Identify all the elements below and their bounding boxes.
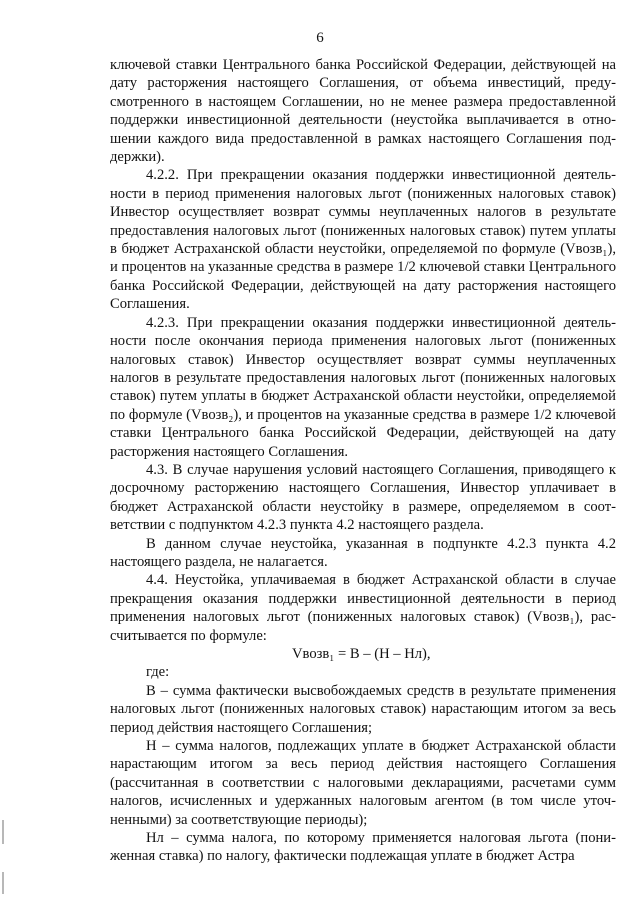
paragraph-4-2-2: 4.2.2. При прекращении оказания поддержки инвестиционной деятельности в период применения налоговых льгот (пониженных налоговых ставок) Инвестор осуществляет возврат суммы неуплаченных налогов в результате предоставления налоговых льгот (пониженных налоговых ставок) путем уплаты в бюджет Астраханской области неустойки, определяемой по формуле (Vвозв₁), и процентов на указанные средства в размере 1/2 ключевой ставки Центрального банка Российской Федерации, действующей на дату расторжения настоящего Соглашения.: [110, 167, 616, 313]
page-number: 6: [316, 30, 324, 46]
paragraph-continued: ключевой ставки Центрального банка Российской Федерации, действующей на дату расторжения настоящего Соглашения, от объема инвестиций, предусмотренного в настоящем Соглашении, но не менее размера предоставленной поддержки инвестиционной деятельности (неустойка выплачивается в отношении каждого вида предоставленной в рамках настоящего Соглашения поддержки).: [110, 57, 616, 166]
definition-n: Н – сумма налогов, подлежащих уплате в бюджет Астраханской области нарастающим итогом за весь период действия настоящего Соглашения (рассчитанная в соответствии с налоговыми декларациями, расчетами сумм налогов, исчисленных и удержанных налоговым агентом (в том числе уточненными) за соответствующие периоды);: [110, 738, 616, 828]
paragraph-note: В данном случае неустойка, указанная в подпункте 4.2.3 пункта 4.2 настоящего раздела, не налагается.: [110, 535, 616, 570]
paragraph-4-4: 4.4. Неустойка, уплачиваемая в бюджет Астраханской области в случае прекращения оказания поддержки инвестиционной деятельности в период применения налоговых льгот (пониженных налоговых ставок) (Vвозв₁), рассчитывается по формуле:: [110, 572, 616, 644]
where-label: где:: [146, 664, 170, 681]
paragraph-4-2-3: 4.2.3. При прекращении оказания поддержки инвестиционной деятельности после окончания периода применения налоговых льгот (пониженных налоговых ставок) Инвестор осуществляет возврат суммы неуплаченных налогов в результате предоставления налоговых льгот (пониженных налоговых ставок) путем уплаты в бюджет Астраханской области неустойки, определяемой по формуле (Vвозв₂), и процентов на указанные средства в размере 1/2 ключевой ставки Центрального банка Российской Федерации, действующей на дату расторжения настоящего Соглашения.: [110, 314, 616, 460]
paragraph-4-3: 4.3. В случае нарушения условий настоящего Соглашения, приводящего к досрочному расторжению настоящего Соглашения, Инвестор уплачивает в бюджет Астраханской области неустойку в размере, определяемом в соответствии с подпунктом 4.2.3 пункта 4.2 настоящего раздела.: [110, 461, 616, 534]
definition-nl: Нл – сумма налога, по которому применяется налоговая льгота (пониженная ставка) по налогу, фактически подлежащая уплате в бюджет Астра: [110, 830, 616, 865]
scan-artifact-mark: [2, 820, 4, 844]
definition-b: В – сумма фактически высвобождаемых средств в результате применения налоговых льгот (пониженных налоговых ставок) нарастающим итогом за весь период действия настоящего Соглашения;: [110, 682, 616, 736]
scan-artifact-mark: [2, 872, 4, 894]
document-body: [110, 56, 616, 866]
formula: Vвозв₁ = В – (Н – Нл),: [292, 646, 431, 662]
